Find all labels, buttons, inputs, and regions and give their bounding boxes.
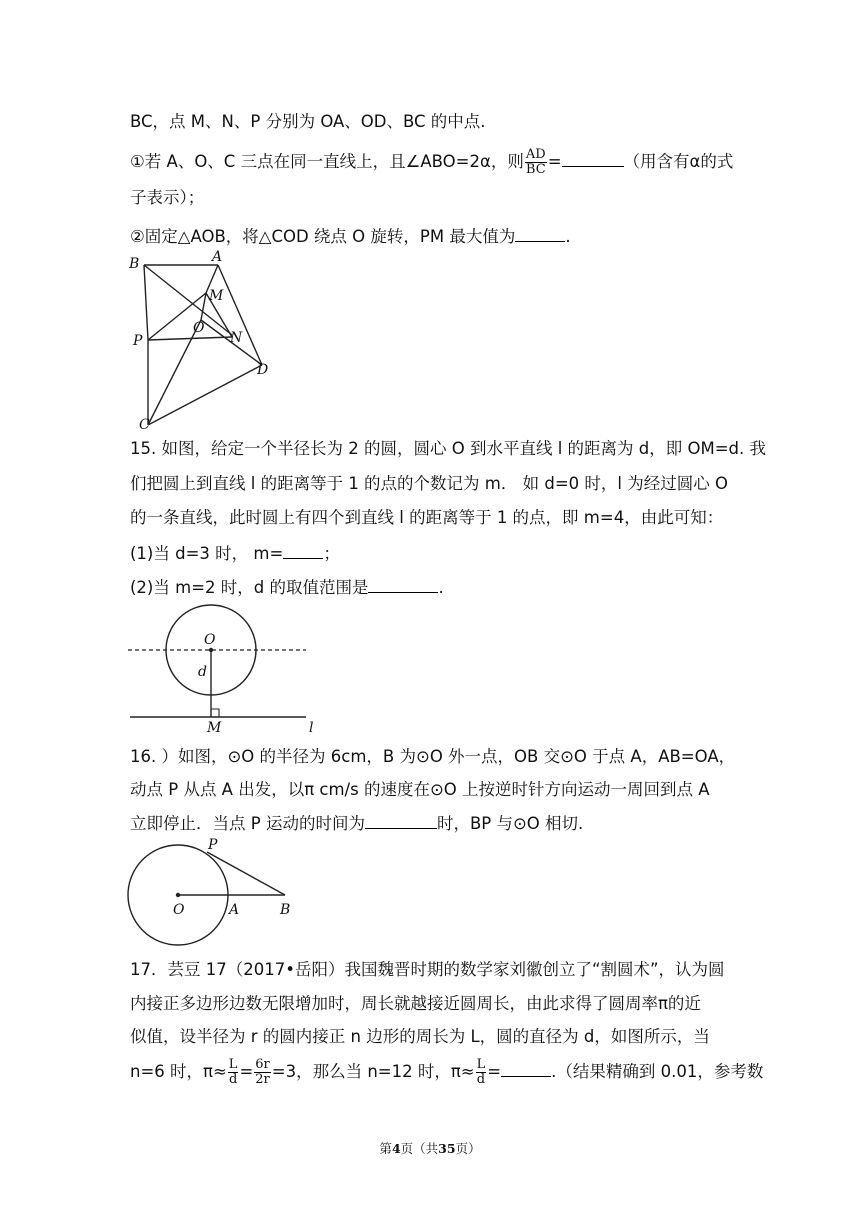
- label-o: O: [204, 632, 216, 648]
- answer-blank: [562, 148, 624, 167]
- label-l: l: [309, 720, 314, 736]
- page-number: 4: [391, 1141, 401, 1156]
- label-o: O: [193, 320, 205, 336]
- page-footer: 第4页（共35页）: [379, 1141, 481, 1156]
- q14-part1: ①若 A、O、C 三点在同一直线上，且∠ABO=2α，则 $\frac{AD}{BC}$ = （用含有α的式: [130, 147, 734, 177]
- q17-line4: n=6 时，π≈ $\frac{L}{d}$ = $\frac{6r}{2r}$ =3，那么当 n=12 时，π≈ $\frac{L}{d}$ = .（结果精确到 0.01，参考数: [130, 1057, 764, 1087]
- q16-figure: [128, 838, 308, 950]
- fraction-l-d-2: $\frac{L}{d}$: [476, 1057, 486, 1087]
- q17-line1: 17．芸豆 17（2017•岳阳）我国魏晋时期的数学家刘徽创立了“割圆术”，认为圆: [130, 960, 725, 979]
- q15-sub2: (2)当 m=2 时，d 的取值范围是 .: [130, 574, 444, 600]
- page-total: 35: [438, 1141, 456, 1156]
- q15-line1: 15. 如图，给定一个半径长为 2 的圆，圆心 O 到水平直线 l 的距离为 d，即 OM=d. 我: [130, 439, 766, 458]
- fraction-ad-bc: $\frac{AD}{BC}$: [525, 147, 546, 177]
- label-b: B: [129, 256, 140, 272]
- label-m: M: [209, 288, 224, 304]
- answer-blank: [368, 574, 438, 593]
- label-c: C: [139, 417, 150, 433]
- q14-part2-text: ②固定△AOB，将△COD 绕点 O 旋转，PM 最大值为: [130, 227, 516, 246]
- answer-blank: [283, 540, 323, 559]
- q14-text: BC，点 M、N、P 分别为 OA、OD、BC 的中点.: [130, 112, 486, 131]
- label-m: M: [207, 720, 222, 736]
- label-b: B: [280, 902, 291, 918]
- label-p: P: [133, 333, 143, 349]
- fraction-6r-2r: $\frac{6r}{2r}$: [255, 1057, 270, 1087]
- label-a: A: [212, 249, 223, 265]
- answer-blank: [501, 1058, 551, 1077]
- q15-line2: 们把圆上到直线 l 的距离等于 1 的点的个数记为 m． 如 d=0 时，l 为经过圆心 O: [130, 474, 728, 493]
- q16-line1: 16. ）如图，⊙O 的半径为 6cm，B 为⊙O 外一点，OB 交⊙O 于点 A，AB=OA，: [130, 747, 736, 766]
- label-o: O: [173, 902, 185, 918]
- label-a: A: [229, 902, 240, 918]
- q14-line1: [130, 110, 486, 134]
- q16-line3: 立即停止．当点 P 运动的时间为 时，BP 与⊙O 相切.: [130, 810, 583, 836]
- q15-sub1: (1)当 d=3 时， m= ；: [130, 540, 340, 566]
- q14-part1-cont: 子表示）；: [130, 188, 205, 207]
- q16-line2: 动点 P 从点 A 出发，以π cm/s 的速度在⊙O 上按逆时针方向运动一周回到点 A: [130, 780, 710, 799]
- fraction-l-d: $\frac{L}{d}$: [228, 1057, 238, 1087]
- q14-part1-text: ①若 A、O、C 三点在同一直线上，且∠ABO=2α，则: [130, 152, 524, 171]
- answer-blank: [515, 223, 565, 242]
- q17-line3: 似值，设半径为 r 的圆内接正 n 边形的周长为 L，圆的直径为 d，如图所示，当: [130, 1027, 710, 1046]
- q17-line2: 内接正多边形边数无限增加时，周长就越接近圆周长，由此求得了圆周率π的近: [130, 994, 701, 1013]
- q14-part2: ②固定△AOB，将△COD 绕点 O 旋转，PM 最大值为 .: [130, 223, 571, 249]
- label-d: D: [257, 362, 269, 378]
- label-p: P: [208, 837, 218, 853]
- label-n: N: [230, 330, 243, 346]
- q15-line3: 的一条直线，此时圆上有四个到直线 l 的距离等于 1 的点，即 m=4，由此可知：: [130, 508, 724, 527]
- q14-figure: [126, 249, 269, 433]
- label-d: d: [198, 664, 207, 680]
- q15-figure: [128, 600, 328, 735]
- answer-blank: [365, 810, 437, 829]
